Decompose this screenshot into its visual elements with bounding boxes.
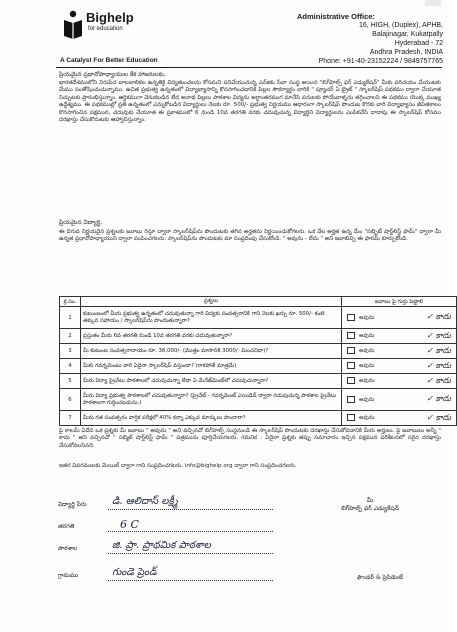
class-field[interactable]: 6 C [120,518,139,531]
header-divider [56,67,442,68]
col-header-answer: జవాబు పై గుర్తు పెట్టాలి [342,297,457,307]
student-name-label: విద్యార్థి పేరు [58,501,87,508]
organization-signature: బిగ్‌హెల్ప్ ఫర్ ఎడ్యుకేషన్ [341,505,399,512]
row-question: మీరు గత సంవత్సరం వార్షిక పరీక్షలో 40% కన్నా ఎక్కువ మార్కులు పొందారా? [81,411,342,426]
village-label: గ్రామము [58,572,79,579]
yes-label: అవును [359,314,375,321]
yes-checkbox[interactable] [347,362,355,369]
yes-label: అవును [359,333,375,339]
yes-checkbox[interactable] [347,396,355,403]
office-phone: Phone: +91-40-23152224 / 9849757765 [318,58,443,65]
village-line [108,580,273,581]
check-mark-no: ✓ కాదు [426,394,451,403]
sig-prefix: మీ [366,497,374,504]
row-number: 7 [60,411,81,426]
row-question: కుటుంబంలో మీరు ప్రభుత్వ ఉన్నతంలో చదువుతున్నా గారి విద్యకు సంవత్సరానికి గాని నెలకు ఖర్చు రూ. 500/- కంటె తక్కువ సహాయం / స్కాలర్‌షిప్‌ను పొందుతున్నారా? [81,307,342,329]
office-line: Hyderabad - 72 [394,40,443,47]
table-row [60,389,457,411]
row-number: 6 [60,389,81,411]
table-row [60,411,457,426]
yes-label: అవును [359,378,375,384]
yes-label: అవును [359,396,375,403]
student-greeting: ప్రియమైన విద్యార్థి, [59,219,103,226]
check-mark-no: ✓ కాదు [426,360,451,370]
check-mark-no: ✓ కాదు [426,375,451,385]
yes-checkbox[interactable] [347,314,355,321]
office-line: 16, HIGH, (Duplex), APHB, [358,22,443,29]
class-line [108,531,273,532]
bighelp-logo-icon [62,10,84,40]
instruction-paragraph: ఈ దిగువ నిర్ణయవైన ప్రశ్నలకు జవాబు రిస్తూ ద్వారా స్కాలర్‌షిప్‌ను పొందుటకు తగిన అర్హతను నిర్ణయించుకోగలరు. ఒక వేల అర్హత ఉన్న మేం "సబ్బిట్ షార్ట్‌లిస్ట్ ఫామ్" ద్వారా మీ ఉన్నత ప్రధానోపాధ్యాయుని ద్వారా పంపించగలరు. స్కాలర్‌షిప్‌ను పొందుటకు మా సంప్రదింపు చేసుకోండి. " అవును - లేదు " అని జవాబిచ్చి ఈ ఫారమ్ కూర్చుకోండి. [59,229,441,243]
row-number: 1 [60,307,81,329]
school-line [108,553,273,554]
check-mark-no: ✓ కాదు [426,412,451,422]
salutation: ప్రియమైన ప్రధానోపాధ్యాయుల కేక హాజరులకు, [59,71,166,78]
row-number: 5 [60,374,81,389]
table-row [60,359,457,374]
check-mark-no: ✓ కాదు [426,312,451,321]
table-row [60,344,457,359]
office-line: Andhra Pradesh, INDIA [369,49,443,56]
yes-label: అవును [359,415,375,421]
yes-checkbox[interactable] [347,414,355,421]
table-row [60,374,457,389]
yes-checkbox[interactable] [347,332,355,339]
row-question: ప్రస్తుతం మీరు 6వ తరగతి నుండి 10వ తరగతి వరకు చదువుతున్నారా? [81,329,342,344]
scan-corner [425,0,441,6]
check-mark-no: ✓ కాదు [426,330,451,340]
brand-name: Bighelp [86,10,134,25]
eligibility-note: పై కాలమ్ ఏదేని ఒక ప్రశ్నకు మీ జవాబు " అవును " అని వచ్చినచో బిగ్‌హెల్ప్ సంస్థనుండి ఈ స్కాలర్‌షిప్ పొందుటకు దరఖాస్తు చేసుకోవడానికి మీరు అర్హులు. పై జవాబులు అన్నీ " కాదు " అని వచ్చినచో " సబ్మిట్ షార్ట్‌లిస్ట్ ఫామ్ " పత్రమును పూర్తిచేయగలరు. గమనిక : ఏదైనా ప్రశ్నకు తప్పు సమాచారం ఇచ్చిన పక్షమున పరిశీలనలో సరైన దరఖాస్తు చేసుకోవలసినది. [59,428,441,449]
yes-checkbox[interactable] [347,377,355,384]
school-field[interactable]: జి. ప్రా. ప్రాథమిక పాఠశాల [112,540,211,551]
brand-subtitle: for education [88,26,123,32]
yes-label: అవును [359,363,375,369]
village-field[interactable]: గుండె ప్రెండ్ [112,567,157,578]
tagline: A Catalyst For Better Education [60,57,158,64]
yes-label: అవును [359,348,375,354]
eligibility-table [59,296,457,426]
class-label: తరగతి [58,523,75,530]
office-address [283,12,443,66]
office-line: Balajinagar, Kukatpally [372,31,443,38]
intro-paragraph: భారతదేశములోని నిరుపేద బాలబాలికల ఉన్నతికై విద్యతుంచలను కోసమని పనిచేయుచున్న ఎన్‌జిఓ సేవా సంస్థ అయిన "బిగ్‌హెల్ప్ ఫర్ ఎడ్యుకేషన్" మీకు పరిచయం చేయుటకు మేము సంతోషించుచున్నాము. ఉచిత ప్రభుత్వ ఉన్నతంలో విద్యాభ్యాసాన్ని కొనసాగించడానికి పిల్లల సౌకర్యార్థం వారికి " ప్యూచర్ ఏ బ్రైట్ " స్కాలర్‌షిప్ పథకము ద్వారా చేయూత నిచ్చుటకు ప్రారంభిస్తున్నాం. ఆర్థికముగా వెనుకబడిన లేద అనాథ పిల్లలు పాఠశాల విద్యను అర్ధాంతరముగ మానేసి పనులకు పోయేవాళ్ళను తగ్గించాలని ఈ పథకము యొక్క ముఖ్య ఉద్దేశ్యము. ఈ పథకముల్లో ప్రతి ఉన్నతంలో ఎన్నుకోబడిన విద్యార్ధులు నెలకు రూ. 500/- ప్రభుత్వ నిర్ణయము ఆధారంగా స్కాలర్‌షిప్ పొందుట కొరకు వారి విద్యాభ్యాసం జీవితకాలం కొనసాగించిన పక్షమున, చదువుకు చేయూత ఈ ప్రకాశములో 6 నుండి 10వ తరగతి వరకు చదువుచున్న విద్యార్థిని విద్యార్థులను ఎంపికచేసే దాదాపు ఈ స్కాలర్‌షిప్ కోసము దరఖాస్తు చేసుకొనుటకు ఆహ్వానిస్తున్నాం. [59,80,441,124]
office-title: Administrative Office: [297,12,375,21]
table-header-row [60,297,457,307]
yes-checkbox[interactable] [347,347,355,354]
row-question: మీకు గవర్నమెంటు వారి ఏదైనా స్కాలర్‌షిప్ వస్తుందా? (రాకపోతే మాత్రమే) [81,359,342,374]
table-row [60,307,457,329]
school-label: పాఠశాల [58,545,78,552]
row-number: 3 [60,344,81,359]
row-question: మీ కుటుంబ సంవత్సరాదాయం రూ. 36,000/- (మొత్తం మాసానికి 3000/- మించనిదా)? [81,344,342,359]
founder-signature: ఫౌండర్ & ప్రెసిడెంట్ [356,574,404,581]
row-question: మీరు విద్యా ప్రభుత్వ పాఠశాలలో చదువుతున్నారా? (ప్రైవేట్ - గవర్నమెంట్ ఎయిడెడ్ ద్వారా నడుపుచున్న పాఠశాల ప్రైవేటు పాఠశాలగా గుర్తించబడును.) [81,389,342,411]
table-row [60,329,457,344]
check-mark-no: ✓ కాదు [426,345,451,355]
row-number: 2 [60,329,81,344]
col-header-number: క్ర.సం. [60,297,81,307]
student-name-line [108,509,273,510]
student-name-field[interactable]: డి. ఆలిదాస్ లక్ష్మీ [112,496,178,507]
row-number: 4 [60,359,81,374]
col-header-questions: ప్రశ్నలు [81,297,342,307]
row-question: మీరు విద్యా ప్రైవేటు పాఠశాలలో చదువుచున్నా లేదా ఏ మేనేజ్‌మెంట్‌లో చదువుచున్నారా? [81,374,342,389]
contact-note: ఇతర వివరములకు మెయిల్ ద్వారా గాని సంప్రదించగలరు. info@bighelp.org ద్వారా గాని సంప్రదించగలరు. [59,463,297,469]
